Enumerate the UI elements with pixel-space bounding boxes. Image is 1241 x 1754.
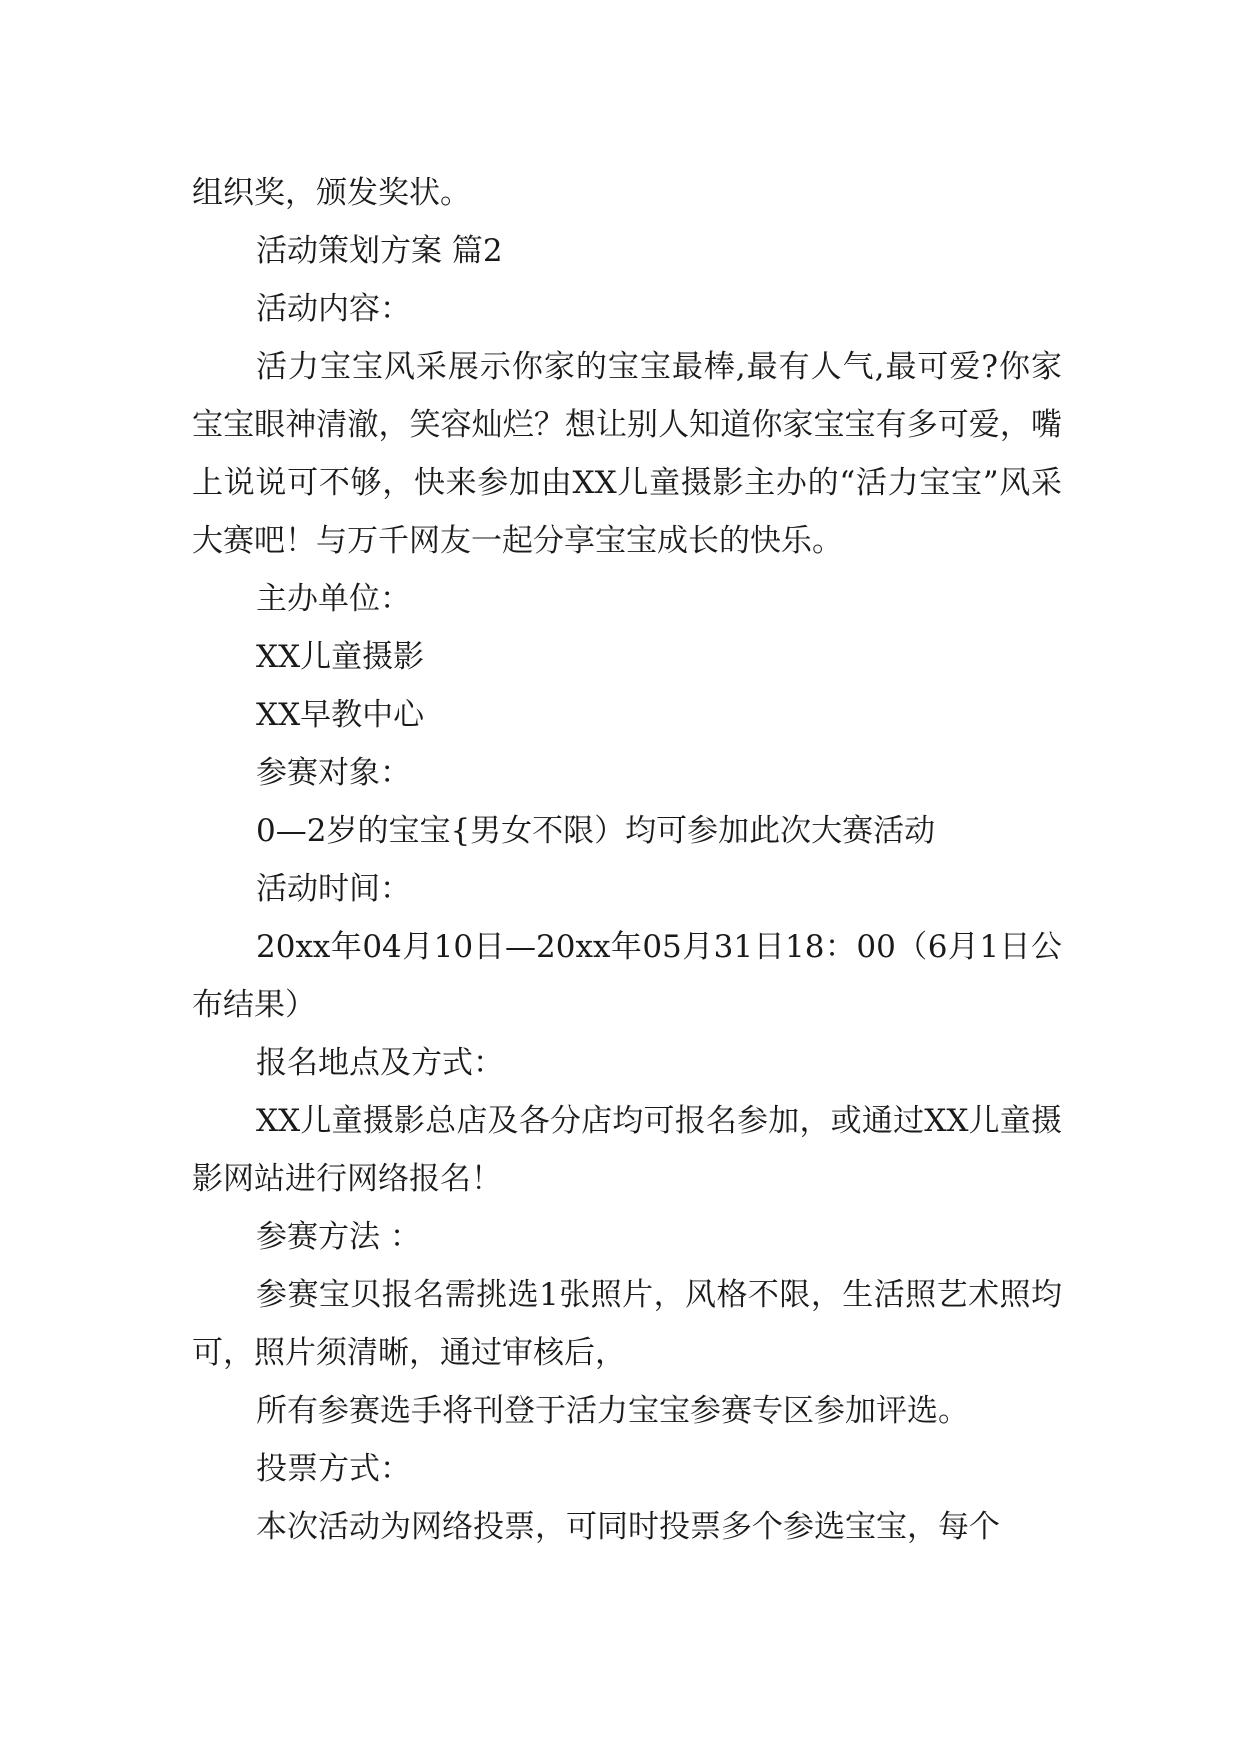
paragraph-voting-method: 本次活动为网络投票，可同时投票多个参选宝宝，每个 xyxy=(256,1509,1000,1545)
label-voting-method: 投票方式： xyxy=(256,1451,411,1487)
organizer-early-education: XX早教中心 xyxy=(256,697,425,733)
label-organizer: 主办单位： xyxy=(256,581,411,617)
paragraph-entry-method: 参赛宝贝报名需挑选1张照片，风格不限，生活照艺术照均可，照片须清晰，通过审核后， xyxy=(192,1277,1062,1371)
paragraph-award: 组织奖，颁发奖状。 xyxy=(192,175,471,211)
label-activity-time: 活动时间： xyxy=(256,871,411,907)
organizer-photography: XX儿童摄影 xyxy=(256,639,425,675)
paragraph-activity-content: 活力宝宝风采展示你家的宝宝最棒,最有人气,最可爱?你家宝宝眼神清澈，笑容灿烂？想让别人知道你家宝宝有多可爱，嘴上说说可不够，快来参加由XX儿童摄影主办的“活力宝宝”风采大赛吧！与万千网友一起分享宝宝成长的快乐。 xyxy=(192,349,1062,559)
document-body xyxy=(192,164,1062,1556)
section-heading-plan-2: 活动策划方案 篇2 xyxy=(256,233,503,269)
label-entry-method: 参赛方法 ： xyxy=(256,1219,421,1255)
paragraph-registration: XX儿童摄影总店及各分店均可报名参加，或通过XX儿童摄影网站进行网络报名！ xyxy=(192,1103,1062,1197)
paragraph-participants: 0—2岁的宝宝{男女不限）均可参加此次大赛活动 xyxy=(256,813,936,849)
label-registration: 报名地点及方式： xyxy=(256,1045,504,1081)
label-activity-content: 活动内容： xyxy=(256,291,411,327)
paragraph-entry-publication: 所有参赛选手将刊登于活力宝宝参赛专区参加评选。 xyxy=(256,1393,969,1429)
label-participants: 参赛对象： xyxy=(256,755,411,791)
paragraph-activity-time: 20xx年04月10日—20xx年05月31日18：00（6月1日公布结果） xyxy=(192,929,1062,1023)
